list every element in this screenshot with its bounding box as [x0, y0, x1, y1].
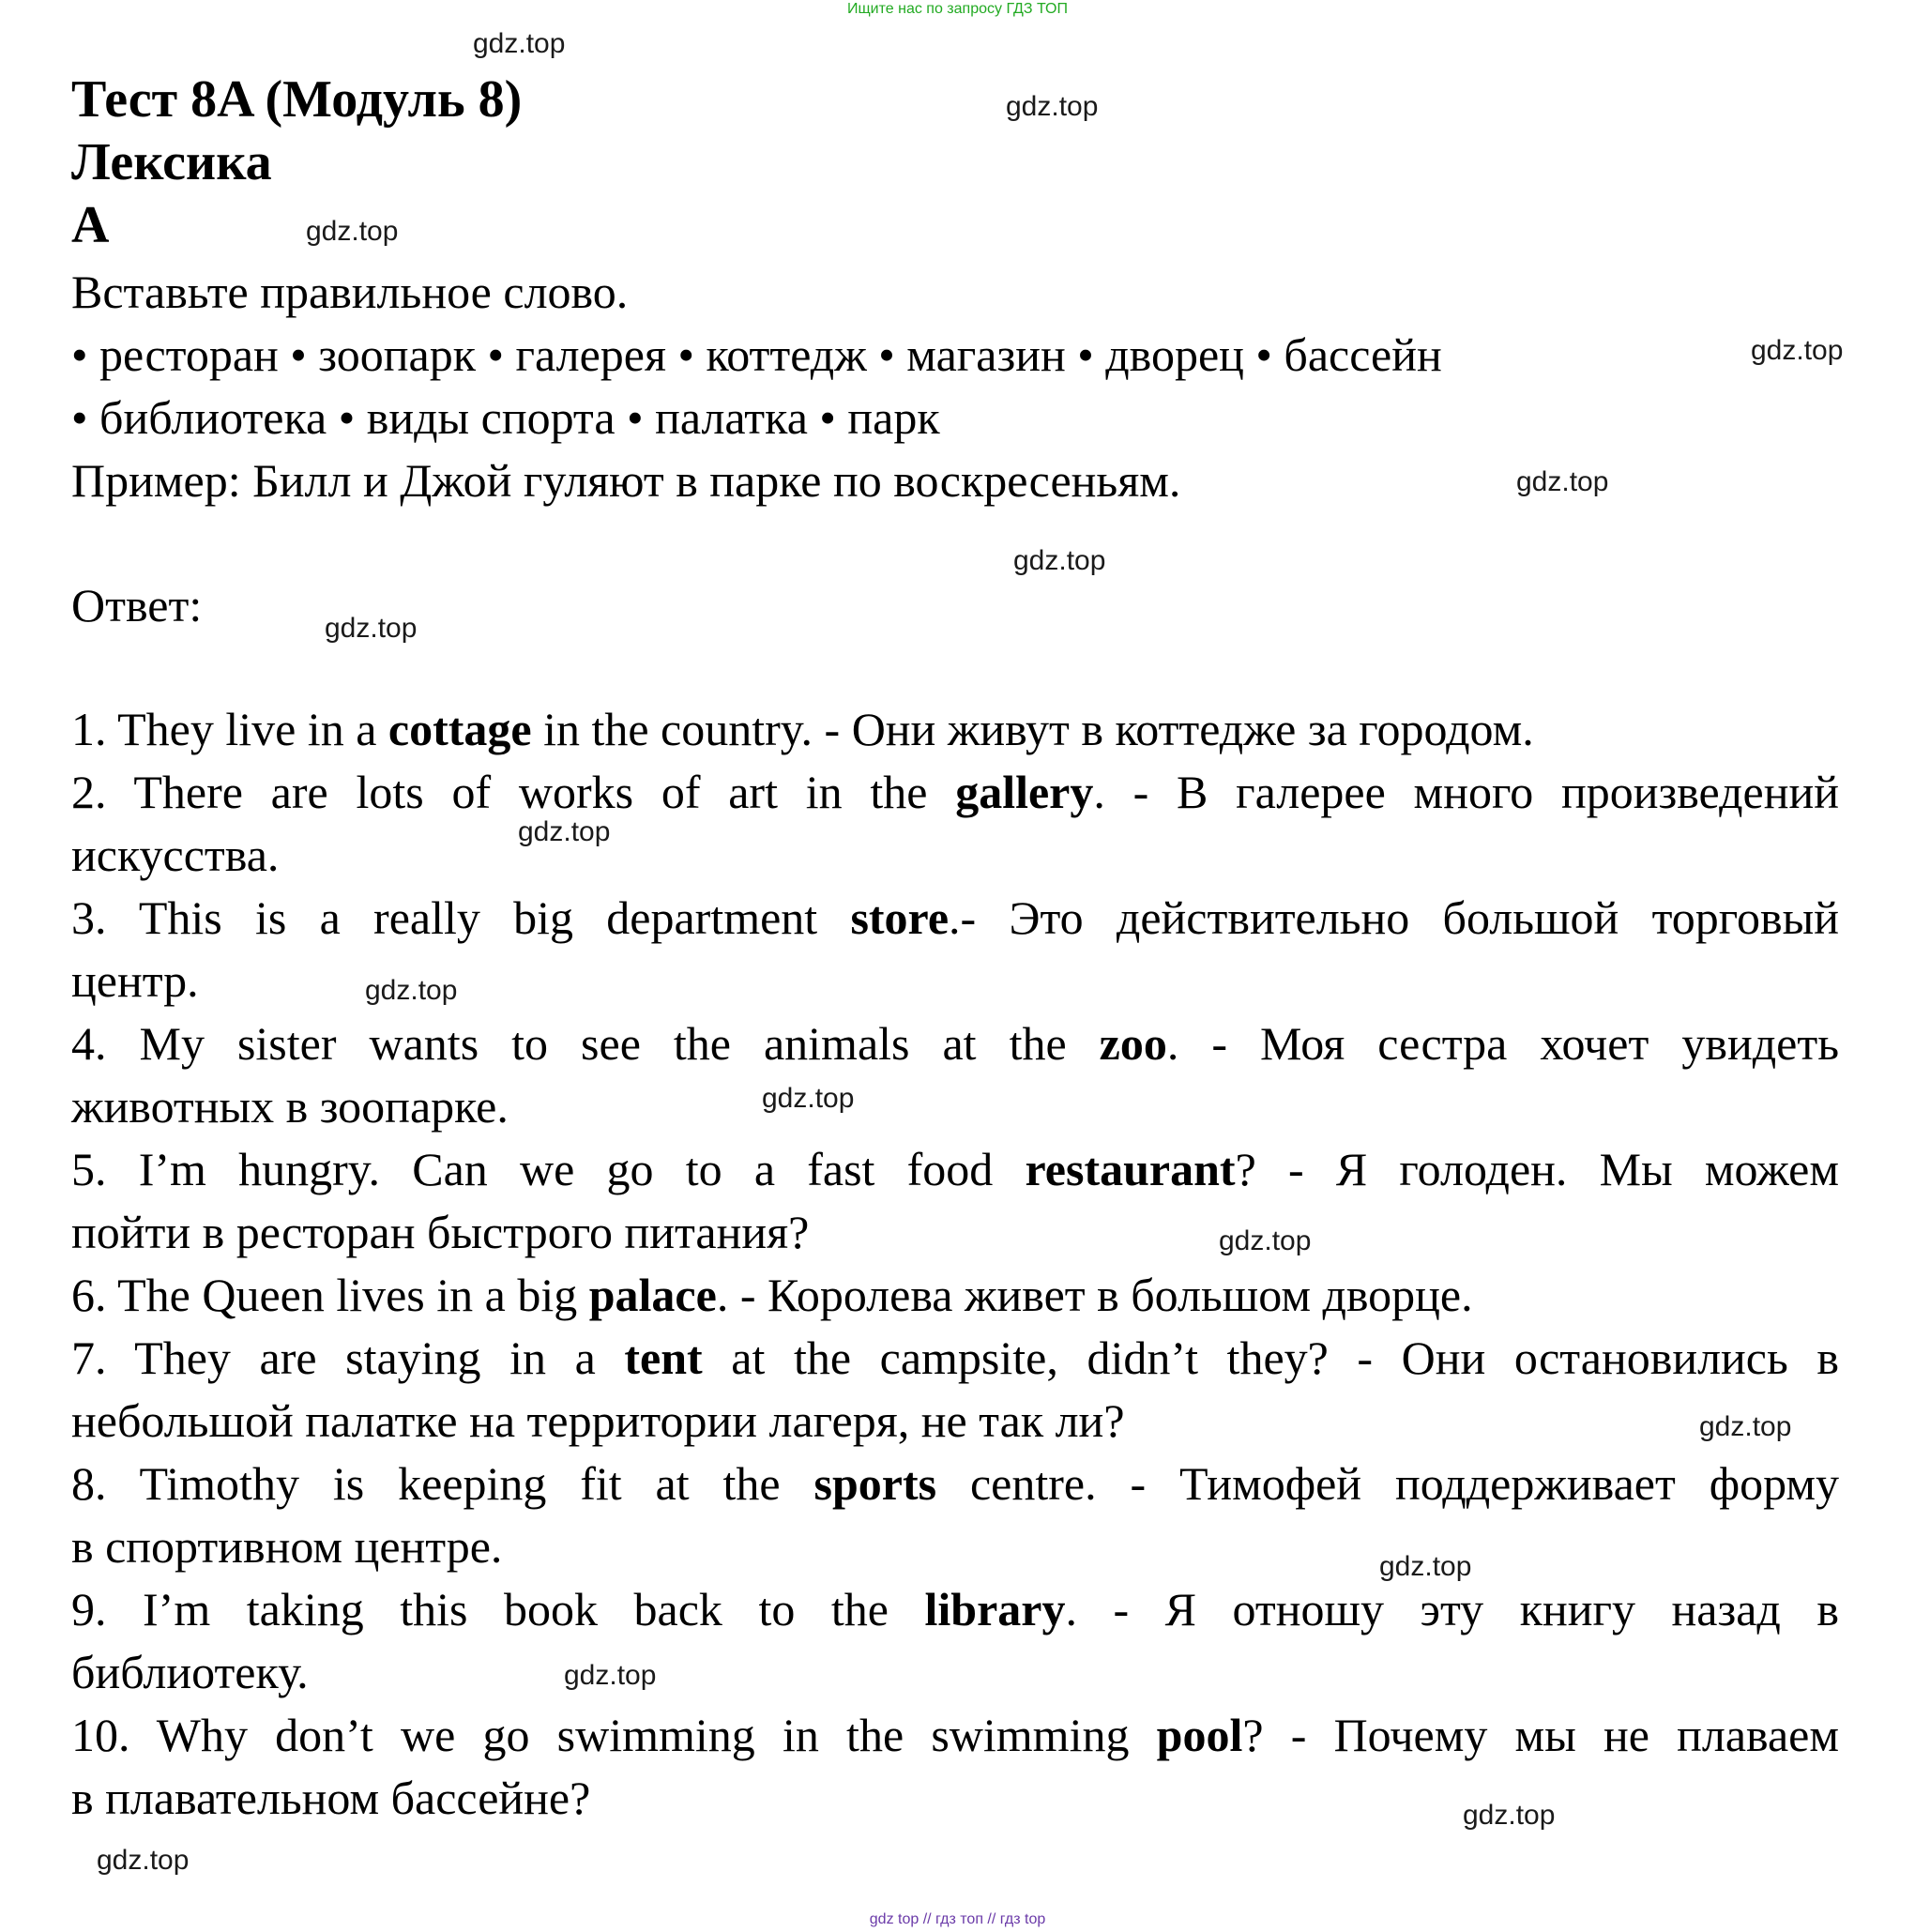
answer-7-continued: небольшой палатке на территории лагеря, не так ли? — [71, 1394, 1125, 1447]
watermark: gdz.top — [1379, 1551, 1472, 1582]
answer-word: tent — [624, 1331, 703, 1384]
watermark: gdz.top — [325, 613, 418, 644]
answer-word: zoo — [1099, 1017, 1167, 1070]
top-banner: Ищите нас по запросу ГДЗ ТОП — [847, 1, 1068, 17]
answer-8: 8. Timothy is keeping fit at the sports centre. - Тимофей поддерживает форму — [71, 1457, 1839, 1510]
watermark: gdz.top — [564, 1660, 657, 1691]
word-bank-line-1: • ресторан • зоопарк • галерея • коттедж • магазин • дворец • бассейн — [71, 328, 1442, 381]
section-title: Лексика — [71, 133, 272, 191]
answer-word: pool — [1156, 1709, 1243, 1761]
answer-8-continued: в спортивном центре. — [71, 1520, 503, 1573]
watermark: gdz.top — [1463, 1800, 1556, 1831]
watermark: gdz.top — [365, 975, 458, 1006]
page-title: Тест 8A (Модуль 8) — [71, 70, 523, 129]
answer-4-continued: животных в зоопарке. — [71, 1080, 509, 1133]
answer-7: 7. They are staying in a tent at the campsite, didn’t they? - Они остановились в — [71, 1331, 1839, 1384]
answer-word: restaurant — [1025, 1143, 1236, 1195]
watermark: gdz.top — [1219, 1225, 1312, 1256]
answer-word: gallery — [955, 766, 1094, 818]
answer-5: 5. I’m hungry. Can we go to a fast food restaurant? - Я голоден. Мы можем — [71, 1143, 1839, 1195]
watermark: gdz.top — [473, 28, 566, 59]
answer-2-continued: искусства. — [71, 829, 280, 881]
watermark: gdz.top — [1013, 545, 1106, 576]
watermark: gdz.top — [1516, 466, 1609, 497]
answer-9: 9. I’m taking this book back to the library. - Я отношу эту книгу назад в — [71, 1583, 1840, 1635]
answer-1: 1. They live in a cottage in the country. - Они живут в коттедже за городом. — [71, 703, 1534, 755]
answer-label: Ответ: — [71, 579, 203, 631]
answer-word: library — [924, 1583, 1066, 1635]
watermark: gdz.top — [306, 216, 399, 247]
watermark: gdz.top — [1699, 1411, 1792, 1442]
answer-word: sports — [813, 1457, 937, 1510]
watermark: gdz.top — [1006, 91, 1099, 122]
answer-2: 2. There are lots of works of art in the gallery. - В галерее много произведений — [71, 766, 1839, 818]
answer-3: 3. This is a really big department store.- Это действительно большой торговый — [71, 891, 1839, 944]
answer-word: cottage — [388, 703, 532, 755]
watermark: gdz.top — [1751, 335, 1844, 366]
watermark: gdz.top — [518, 816, 611, 847]
watermark: gdz.top — [97, 1845, 190, 1876]
task-instruction: Вставьте правильное слово. — [71, 266, 629, 318]
answer-word: palace — [588, 1269, 717, 1321]
answer-5-continued: пойти в ресторан быстрого питания? — [71, 1206, 810, 1258]
answer-10-continued: в плавательном бассейне? — [71, 1772, 591, 1824]
watermark: gdz.top — [762, 1083, 855, 1114]
answer-word: store — [850, 891, 950, 944]
answer-4: 4. My sister wants to see the animals at the zoo. - Моя сестра хочет увидеть — [71, 1017, 1839, 1070]
example-sentence: Пример: Билл и Джой гуляют в парке по воскресеньям. — [71, 454, 1181, 507]
answer-9-continued: библиотеку. — [71, 1646, 309, 1698]
answer-6: 6. The Queen lives in a big palace. - Королева живет в большом дворце. — [71, 1269, 1473, 1321]
part-label: A — [71, 196, 110, 254]
word-bank-line-2: • библиотека • виды спорта • палатка • парк — [71, 391, 940, 444]
answer-10: 10. Why don’t we go swimming in the swimming pool? - Почему мы не плаваем — [71, 1709, 1839, 1761]
bottom-banner: gdz top // гдз топ // гдз top — [869, 1911, 1046, 1927]
answer-3-continued: центр. — [71, 954, 199, 1007]
